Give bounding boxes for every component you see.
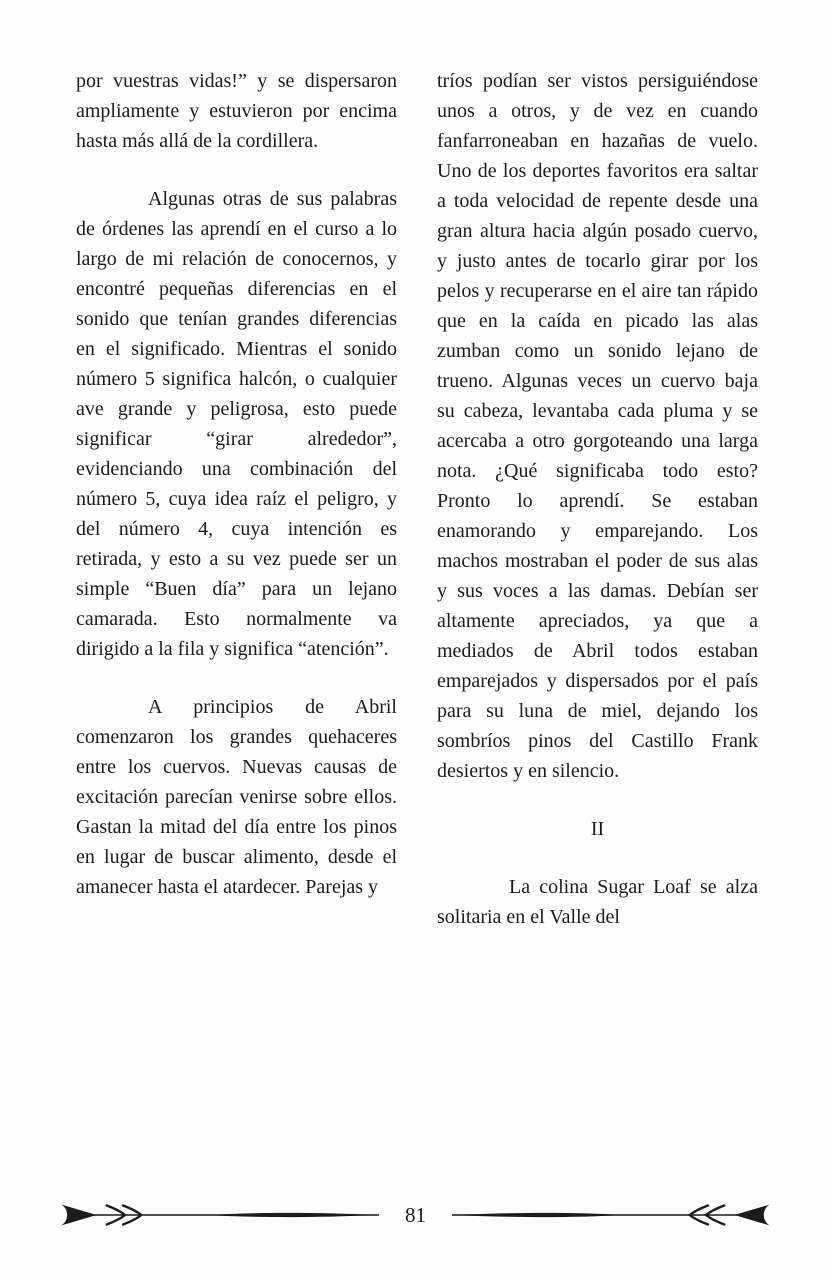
paragraph: La colina Sugar Loaf se alza solitaria en el Valle del [437,876,758,928]
paragraph: A principios de Abril comenzaron los grandes quehaceres entre los cuervos. Nuevas causas de excitación parecían venirse sobre ellos. Gastan la mitad del día entre los pinos en lugar de buscar alimento, desde el amanecer hasta el atardecer. Parejas y [76,696,397,898]
arrow-flourish-right-icon [450,1202,777,1228]
section-heading: II [590,818,605,840]
page-number: 81 [405,1203,426,1227]
paragraph: Algunas otras de sus palabras de órdenes las aprendí en el curso a lo largo de mi relación de conocernos, y encontré pequeñas diferencias en el sonido que tenían grandes diferencias en el significado. Mientras el sonido número 5 significa halcón, o cualquier ave grande y peligrosa, esto puede significar “girar alrededor”, evidenciando una combinación del número 5, cuya idea raíz el peligro, y del número 4, cuya intención es retirada, y esto a su vez puede ser un simple “Buen día” para un lejano camarada. Esto normalmente va dirigido a la fila y significa “atención”. [76,188,397,660]
paragraph: tríos podían ser vistos persiguiéndose unos a otros, y de vez en cuando fanfarroneaban en hazañas de vuelo. Uno de los deportes favoritos era saltar a toda velocidad de repente desde una gran altura hacia algún posado cuervo, y justo antes de tocarlo girar por los pelos y recuperarse en el aire tan rápido que en la caída en picado las alas zumban como un sonido lejano de trueno. Algunas veces un cuervo baja su cabeza, levantaba cada pluma y se acercaba a otro gorgoteando una larga nota. ¿Qué significaba todo esto? Pronto lo aprendí. Se estaban enamorando y emparejando. Los machos mostraban el poder de sus alas y sus voces a las damas. Debían ser altamente apreciados, ya que a mediados de Abril todos estaban emparejados y dispersados por el país para su luna de miel, dejando los sombríos pinos del Castillo Frank desiertos y en silencio. [437,70,758,782]
page-footer [0,1200,831,1230]
text-columns [76,66,758,932]
arrow-flourish-left-icon [54,1202,381,1228]
right-column [437,66,758,932]
left-column [76,66,397,932]
paragraph: por vuestras vidas!” y se dispersaron ampliamente y estuvieron por encima hasta más allá de la cordillera. [76,70,397,152]
